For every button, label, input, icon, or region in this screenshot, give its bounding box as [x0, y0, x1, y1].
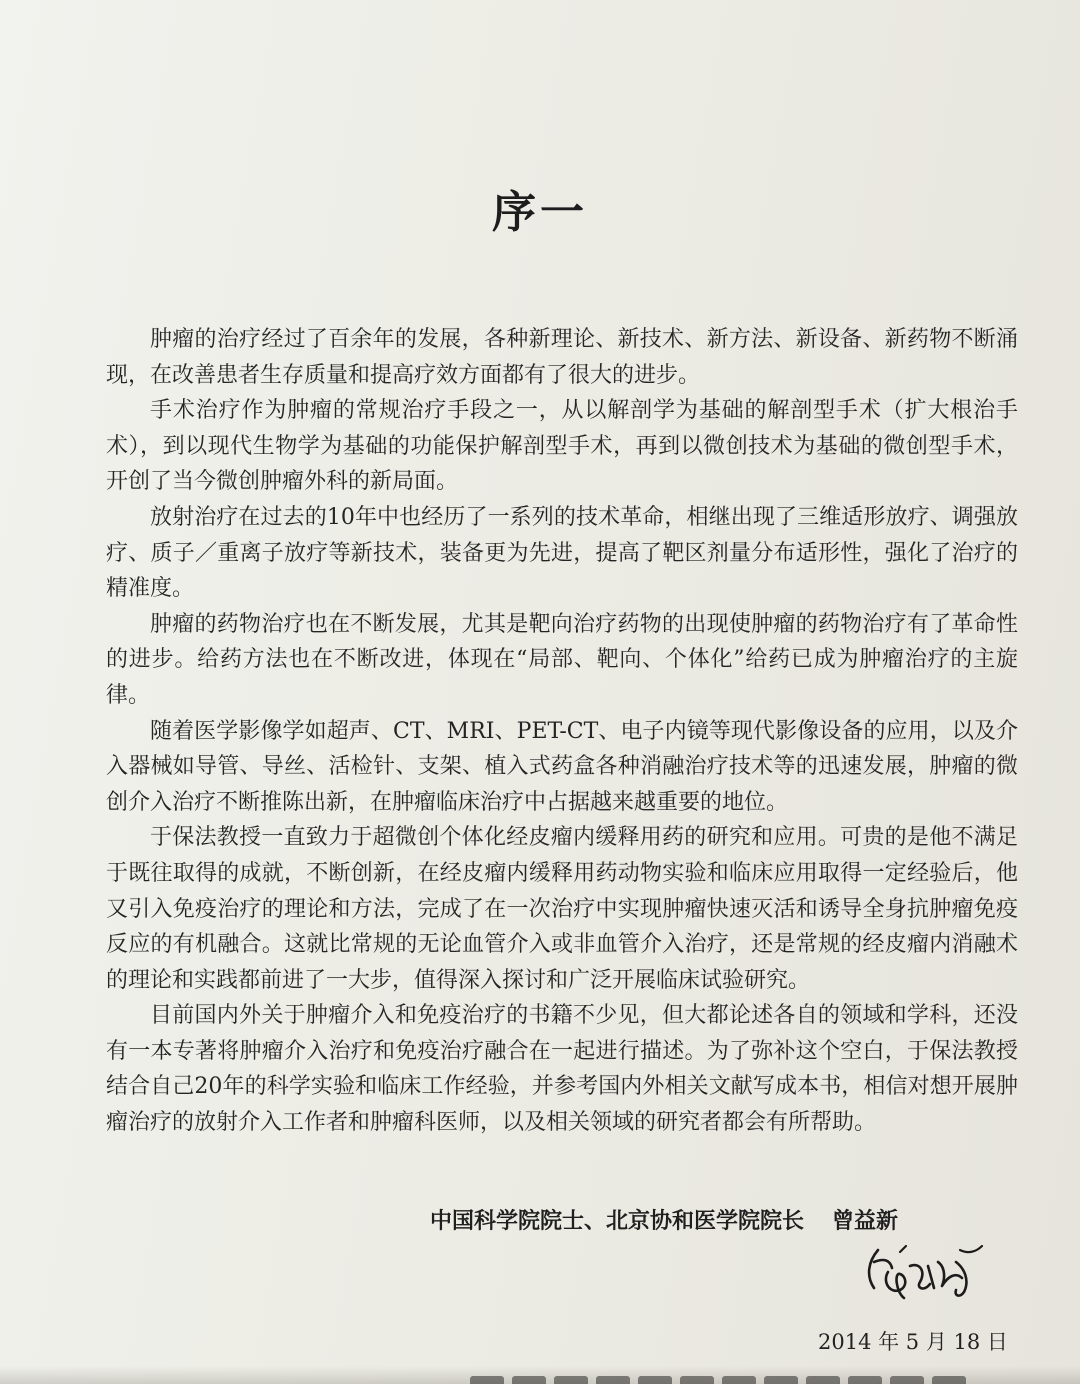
page-shadow — [0, 1366, 1080, 1384]
handwritten-signature-icon — [860, 1232, 990, 1312]
author-affiliation: 中国科学院院士、北京协和医学院院长 — [430, 1209, 805, 1234]
paragraph: 随着医学影像学如超声、CT、MRI、PET-CT、电子内镜等现代影像设备的应用，以及介入器械如导管、导丝、活检针、支架、植入式药盒各种消融治疗技术等的迅速发展，肿瘤的微创介入治疗不断推陈出新，在肿瘤临床治疗中占据越来越重要的地位。 — [106, 718, 1018, 815]
paragraph: 手术治疗作为肿瘤的常规治疗手段之一，从以解剖学为基础的解剖型手术（扩大根治手术），到以现代生物学为基础的功能保护解剖型手术，再到以微创技术为基础的微创型手术，开创了当今微创肿瘤外科的新局面。 — [106, 398, 1018, 495]
paragraph: 肿瘤的药物治疗也在不断发展，尤其是靶向治疗药物的出现使肿瘤的药物治疗有了革命性的进步。给药方法也在不断改进，体现在“局部、靶向、个体化”给药已成为肿瘤治疗的主旋律。 — [106, 611, 1018, 708]
date: 2014 年 5 月 18 日 — [818, 1330, 1008, 1354]
author-name: 曾益新 — [832, 1209, 899, 1234]
paragraph: 于保法教授一直致力于超微创个体化经皮瘤内缓释用药的研究和应用。可贵的是他不满足于既往取得的成就，不断创新，在经皮瘤内缓释用药动物实验和临床应用取得一定经验后，他又引入免疫治疗的理论和方法，完成了在一次治疗中实现肿瘤快速灭活和诱导全身抗肿瘤免疫反应的有机融合。这就比常规的无论血管介入或非血管介入治疗，还是常规的经皮瘤内消融术的理论和实践都前进了一大步，值得深入探讨和广泛开展临床试验研究。 — [106, 825, 1018, 993]
paragraph: 目前国内外关于肿瘤介入和免疫治疗的书籍不少见，但大都论述各自的领域和学科，还没有一本专著将肿瘤介入治疗和免疫治疗融合在一起进行描述。为了弥补这个空白，于保法教授结合自己20年的科学实验和临床工作经验，并参考国内外相关文献写成本书，相信对想开展肿瘤治疗的放射介入工作者和肿瘤科医师，以及相关领域的研究者都会有所帮助。 — [106, 1003, 1018, 1136]
paragraph: 放射治疗在过去的10年中也经历了一系列的技术革命，相继出现了三维适形放疗、调强放疗、质子／重离子放疗等新技术，装备更为先进，提高了靶区剂量分布适形性，强化了治疗的精准度。 — [106, 504, 1018, 602]
preface-body — [106, 322, 1018, 1141]
author-line — [430, 1204, 990, 1235]
paragraph: 肿瘤的治疗经过了百余年的发展，各种新理论、新技术、新方法、新设备、新药物不断涌现，在改善患者生存质量和提高疗效方面都有了很大的进步。 — [106, 327, 1018, 388]
page-title: 序一 — [492, 187, 588, 238]
